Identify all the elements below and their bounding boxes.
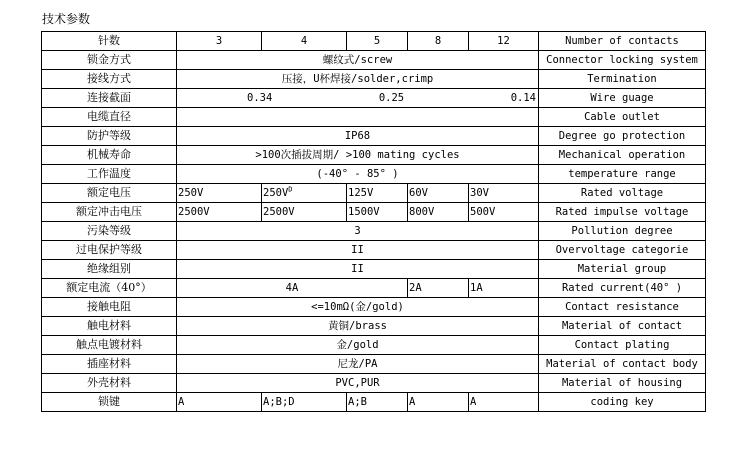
row-label-en: Contact plating — [539, 336, 706, 355]
table-row — [42, 336, 706, 355]
row-label-en: Degree go protection — [539, 127, 706, 146]
row-label: 连接截面 — [42, 89, 177, 108]
row-label-en: temperature range — [539, 165, 706, 184]
row-value: PVC,PUR — [177, 374, 539, 393]
row-label-en: Material of housing — [539, 374, 706, 393]
row-label-en: Material of contact — [539, 317, 706, 336]
row-value: 压接，U杯焊接/solder,crimp — [177, 70, 539, 89]
row-label-en: Mechanical operation — [539, 146, 706, 165]
row-label: 防护等级 — [42, 127, 177, 146]
row-value: II — [177, 241, 539, 260]
table-row — [42, 51, 706, 70]
row-label-en: Rated impulse voltage — [539, 203, 706, 222]
voltage-value: $250V^D$ — [262, 184, 347, 203]
row-label-en: Connector locking system — [539, 51, 706, 70]
table-row — [42, 317, 706, 336]
table-row — [42, 241, 706, 260]
table-row — [42, 203, 706, 222]
row-label-en: Rated current(40° ) — [539, 279, 706, 298]
table-row — [42, 355, 706, 374]
row-label-en: Number of contacts — [539, 32, 706, 51]
coding-value: A;B — [347, 393, 408, 412]
row-label: 外壳材料 — [42, 374, 177, 393]
pin-count: 3 — [177, 32, 262, 51]
wire-section-value: 0.25 — [378, 92, 405, 104]
coding-value: A — [469, 393, 539, 412]
impulse-value: 500V — [469, 203, 539, 222]
pin-count: 4 — [262, 32, 347, 51]
table-row — [42, 146, 706, 165]
row-label: 过电保护等级 — [42, 241, 177, 260]
row-label-en: Overvoltage categorie — [539, 241, 706, 260]
section-title: 技术参数 — [42, 12, 91, 26]
row-label: 机械寿命 — [42, 146, 177, 165]
pin-count: 12 — [469, 32, 539, 51]
row-label: 锁金方式 — [42, 51, 177, 70]
wire-section-value: 0.14 — [510, 92, 536, 104]
spec-table — [41, 31, 706, 412]
table-row — [42, 279, 706, 298]
row-label-en: Pollution degree — [539, 222, 706, 241]
coding-value: A — [408, 393, 469, 412]
row-value: 螺纹式/screw — [177, 51, 539, 70]
table-row — [42, 89, 706, 108]
row-value: (-40° - 85° ) — [177, 165, 539, 184]
row-label: 绝缘组别 — [42, 260, 177, 279]
pin-count: 8 — [408, 32, 469, 51]
row-label-en: Cable outlet — [539, 108, 706, 127]
table-row — [42, 108, 706, 127]
impulse-value: 800V — [408, 203, 469, 222]
current-value: 1A — [469, 279, 539, 298]
table-row — [42, 165, 706, 184]
row-value: 黄铜/brass — [177, 317, 539, 336]
row-value: 金/gold — [177, 336, 539, 355]
coding-value: A — [177, 393, 262, 412]
row-value: >100次插拔周期/ >100 mating cycles — [177, 146, 539, 165]
table-row — [42, 260, 706, 279]
coding-value: A;B;D — [262, 393, 347, 412]
voltage-value: 250V — [177, 184, 262, 203]
table-row — [42, 70, 706, 89]
row-value: <=10mΩ(金/gold) — [177, 298, 539, 317]
row-label: 额定冲击电压 — [42, 203, 177, 222]
pin-count: 5 — [347, 32, 408, 51]
table-row — [42, 393, 706, 412]
table-row — [42, 374, 706, 393]
row-value: 尼龙/PA — [177, 355, 539, 374]
table-row — [42, 32, 706, 51]
impulse-value: 2500V — [262, 203, 347, 222]
row-label-en: Rated voltage — [539, 184, 706, 203]
row-value: 3 — [177, 222, 539, 241]
row-label-en: coding key — [539, 393, 706, 412]
row-label: 针数 — [42, 32, 177, 51]
row-label: 额定电流（40°） — [42, 279, 177, 298]
row-value: IP68 — [177, 127, 539, 146]
wire-section-value: 0.34 — [247, 92, 273, 104]
row-label-en: Material of contact body — [539, 355, 706, 374]
voltage-value: 125V — [347, 184, 408, 203]
impulse-value: 2500V — [177, 203, 262, 222]
row-label-en: Wire guage — [539, 89, 706, 108]
row-label: 工作温度 — [42, 165, 177, 184]
current-value: 4A — [177, 279, 408, 298]
row-label: 额定电压 — [42, 184, 177, 203]
table-row — [42, 298, 706, 317]
voltage-value: 30V — [469, 184, 539, 203]
current-value: 2A — [408, 279, 469, 298]
row-label: 接线方式 — [42, 70, 177, 89]
row-label-en: Contact resistance — [539, 298, 706, 317]
row-label-en: Termination — [539, 70, 706, 89]
row-label: 触电材料 — [42, 317, 177, 336]
row-label: 污染等级 — [42, 222, 177, 241]
table-row — [42, 184, 706, 203]
impulse-value: 1500V — [347, 203, 408, 222]
row-label: 触点电镀材料 — [42, 336, 177, 355]
row-label: 接触电阻 — [42, 298, 177, 317]
row-label: 插座材料 — [42, 355, 177, 374]
row-label-en: Material group — [539, 260, 706, 279]
table-row — [42, 222, 706, 241]
row-value — [177, 108, 539, 127]
row-value: II — [177, 260, 539, 279]
voltage-value: 60V — [408, 184, 469, 203]
row-label: 锁键 — [42, 393, 177, 412]
row-label: 电缆直径 — [42, 108, 177, 127]
row-value — [177, 89, 539, 108]
table-row — [42, 127, 706, 146]
